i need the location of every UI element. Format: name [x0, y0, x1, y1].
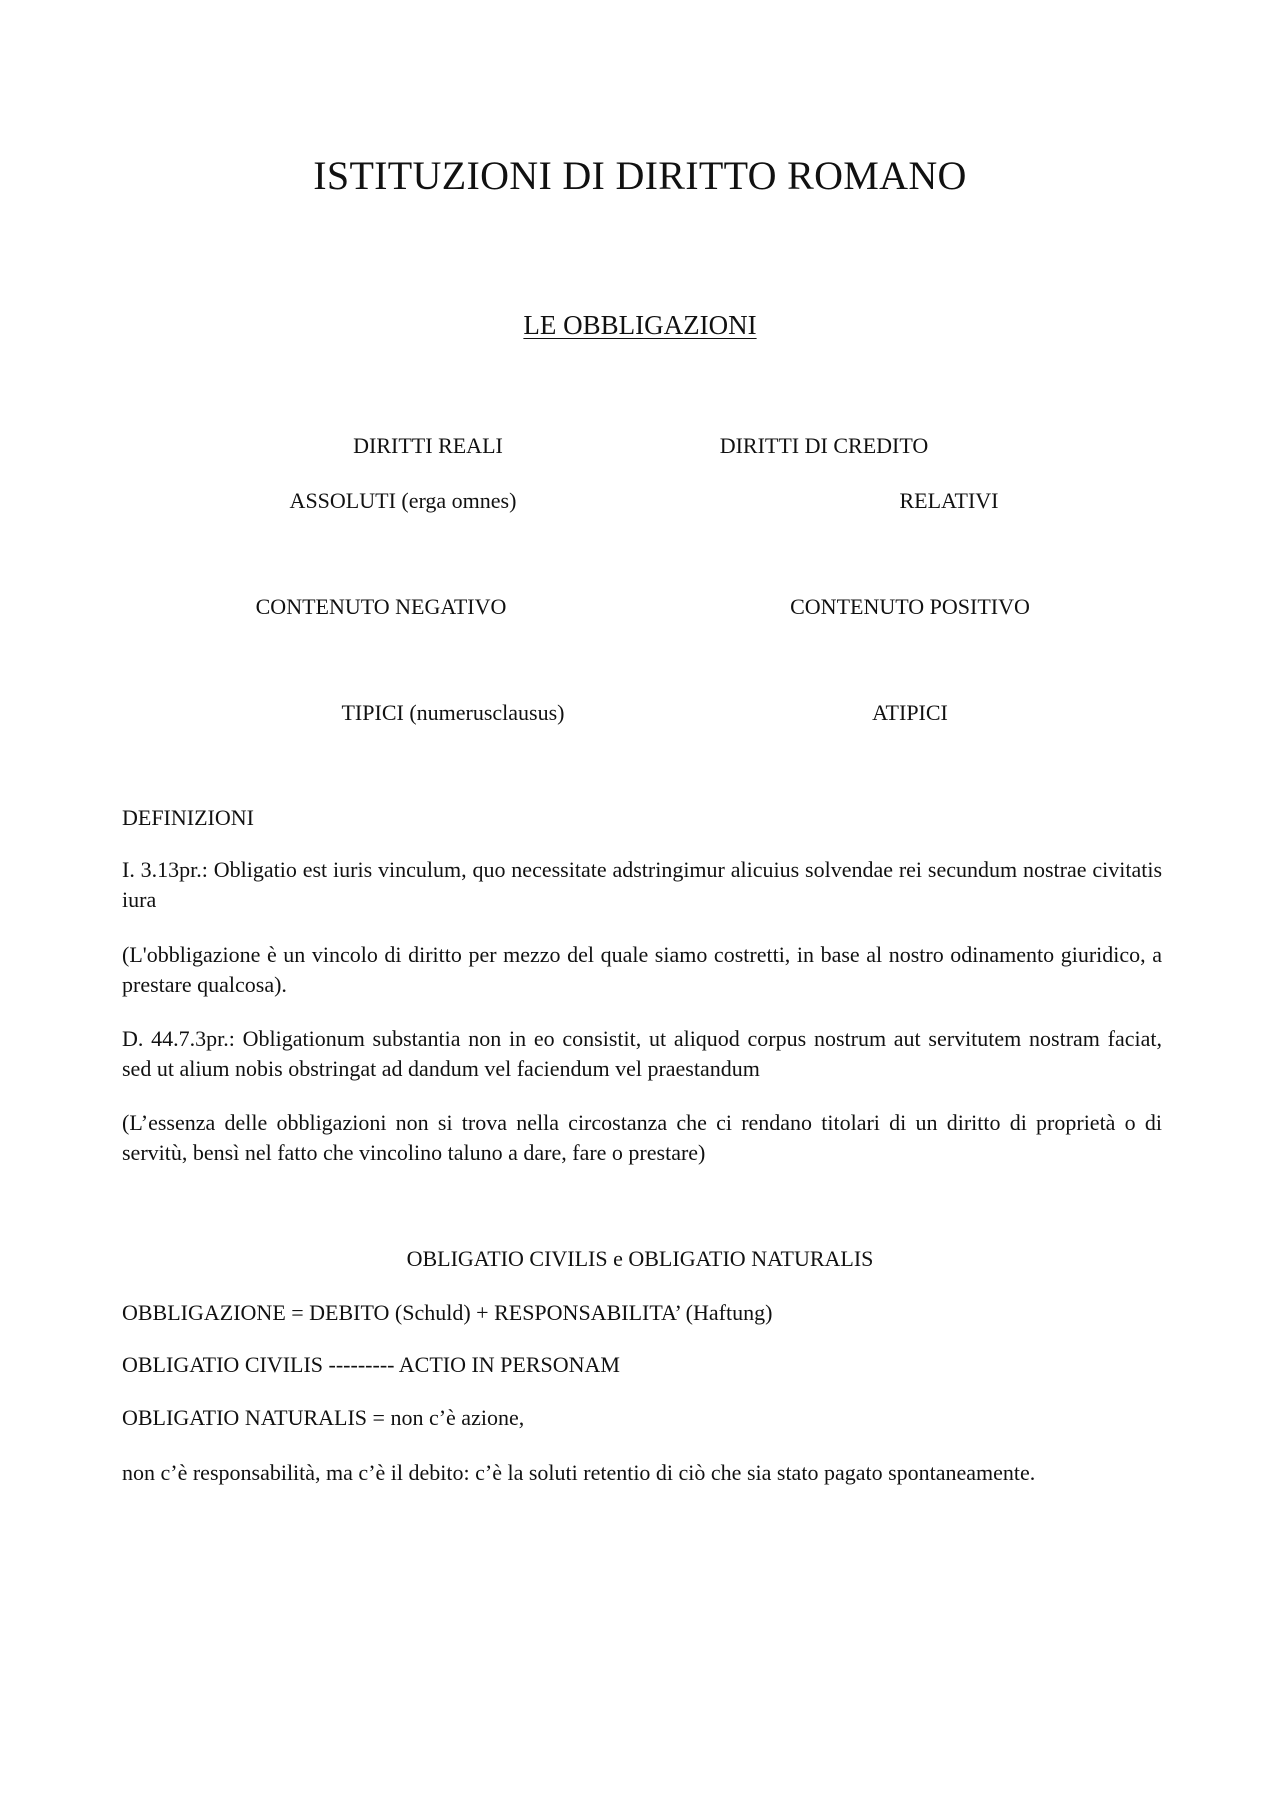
- definition-paragraph: D. 44.7.3pr.: Obligationum substantia non in eo consistit, ut aliquod corpus nostrum aut servitutem nostram faciat, sed ut alium nobis obstringat ad dandum vel faciendum vel praestandum: [122, 1026, 1162, 1081]
- comparison-row-left: CONTENUTO NEGATIVO: [255, 594, 507, 619]
- section-title-obbligazioni: LE OBBLIGAZIONI: [523, 310, 757, 340]
- comparison-right-header: DIRITTI DI CREDITO: [719, 433, 929, 458]
- section-heading-obligatio: OBLIGATIO CIVILIS e OBLIGATIO NATURALIS: [406, 1246, 874, 1271]
- comparison-row-left: ASSOLUTI (erga omnes): [289, 488, 517, 513]
- comparison-row-right: ATIPICI: [872, 700, 948, 725]
- text-line: non c’è responsabilità, ma c’è il debito: c’è la soluti retentio di ciò che sia stato pagato spontaneamente.: [122, 1460, 1036, 1485]
- definition-paragraph: (L’essenza delle obbligazioni non si trova nella circostanza che ci rendano titolari di un diritto di proprietà o di servitù, bensì nel fatto che vincolino taluno a dare, fare o prestare): [122, 1110, 1162, 1165]
- text-line: OBBLIGAZIONE = DEBITO (Schuld) + RESPONSABILITA’ (Haftung): [122, 1300, 773, 1325]
- text-line: OBLIGATIO CIVILIS --------- ACTIO IN PERSONAM: [122, 1352, 620, 1377]
- definition-paragraph: (L'obbligazione è un vincolo di diritto per mezzo del quale siamo costretti, in base al nostro odinamento giuridico, a prestare qualcosa).: [122, 942, 1162, 997]
- comparison-row-left: TIPICI (numerusclausus): [341, 700, 565, 725]
- definition-paragraph: I. 3.13pr.: Obligatio est iuris vinculum, quo necessitate adstringimur alicuius solvendae rei secundum nostrae civitatis iura: [122, 857, 1162, 912]
- comparison-row-right: CONTENUTO POSITIVO: [790, 594, 1030, 619]
- comparison-left-header: DIRITTI REALI: [353, 433, 503, 458]
- text-line: OBLIGATIO NATURALIS = non c’è azione,: [122, 1405, 525, 1430]
- definitions-heading: DEFINIZIONI: [122, 805, 254, 830]
- comparison-row-right: RELATIVI: [899, 488, 999, 513]
- page-title: ISTITUZIONI DI DIRITTO ROMANO: [313, 153, 967, 198]
